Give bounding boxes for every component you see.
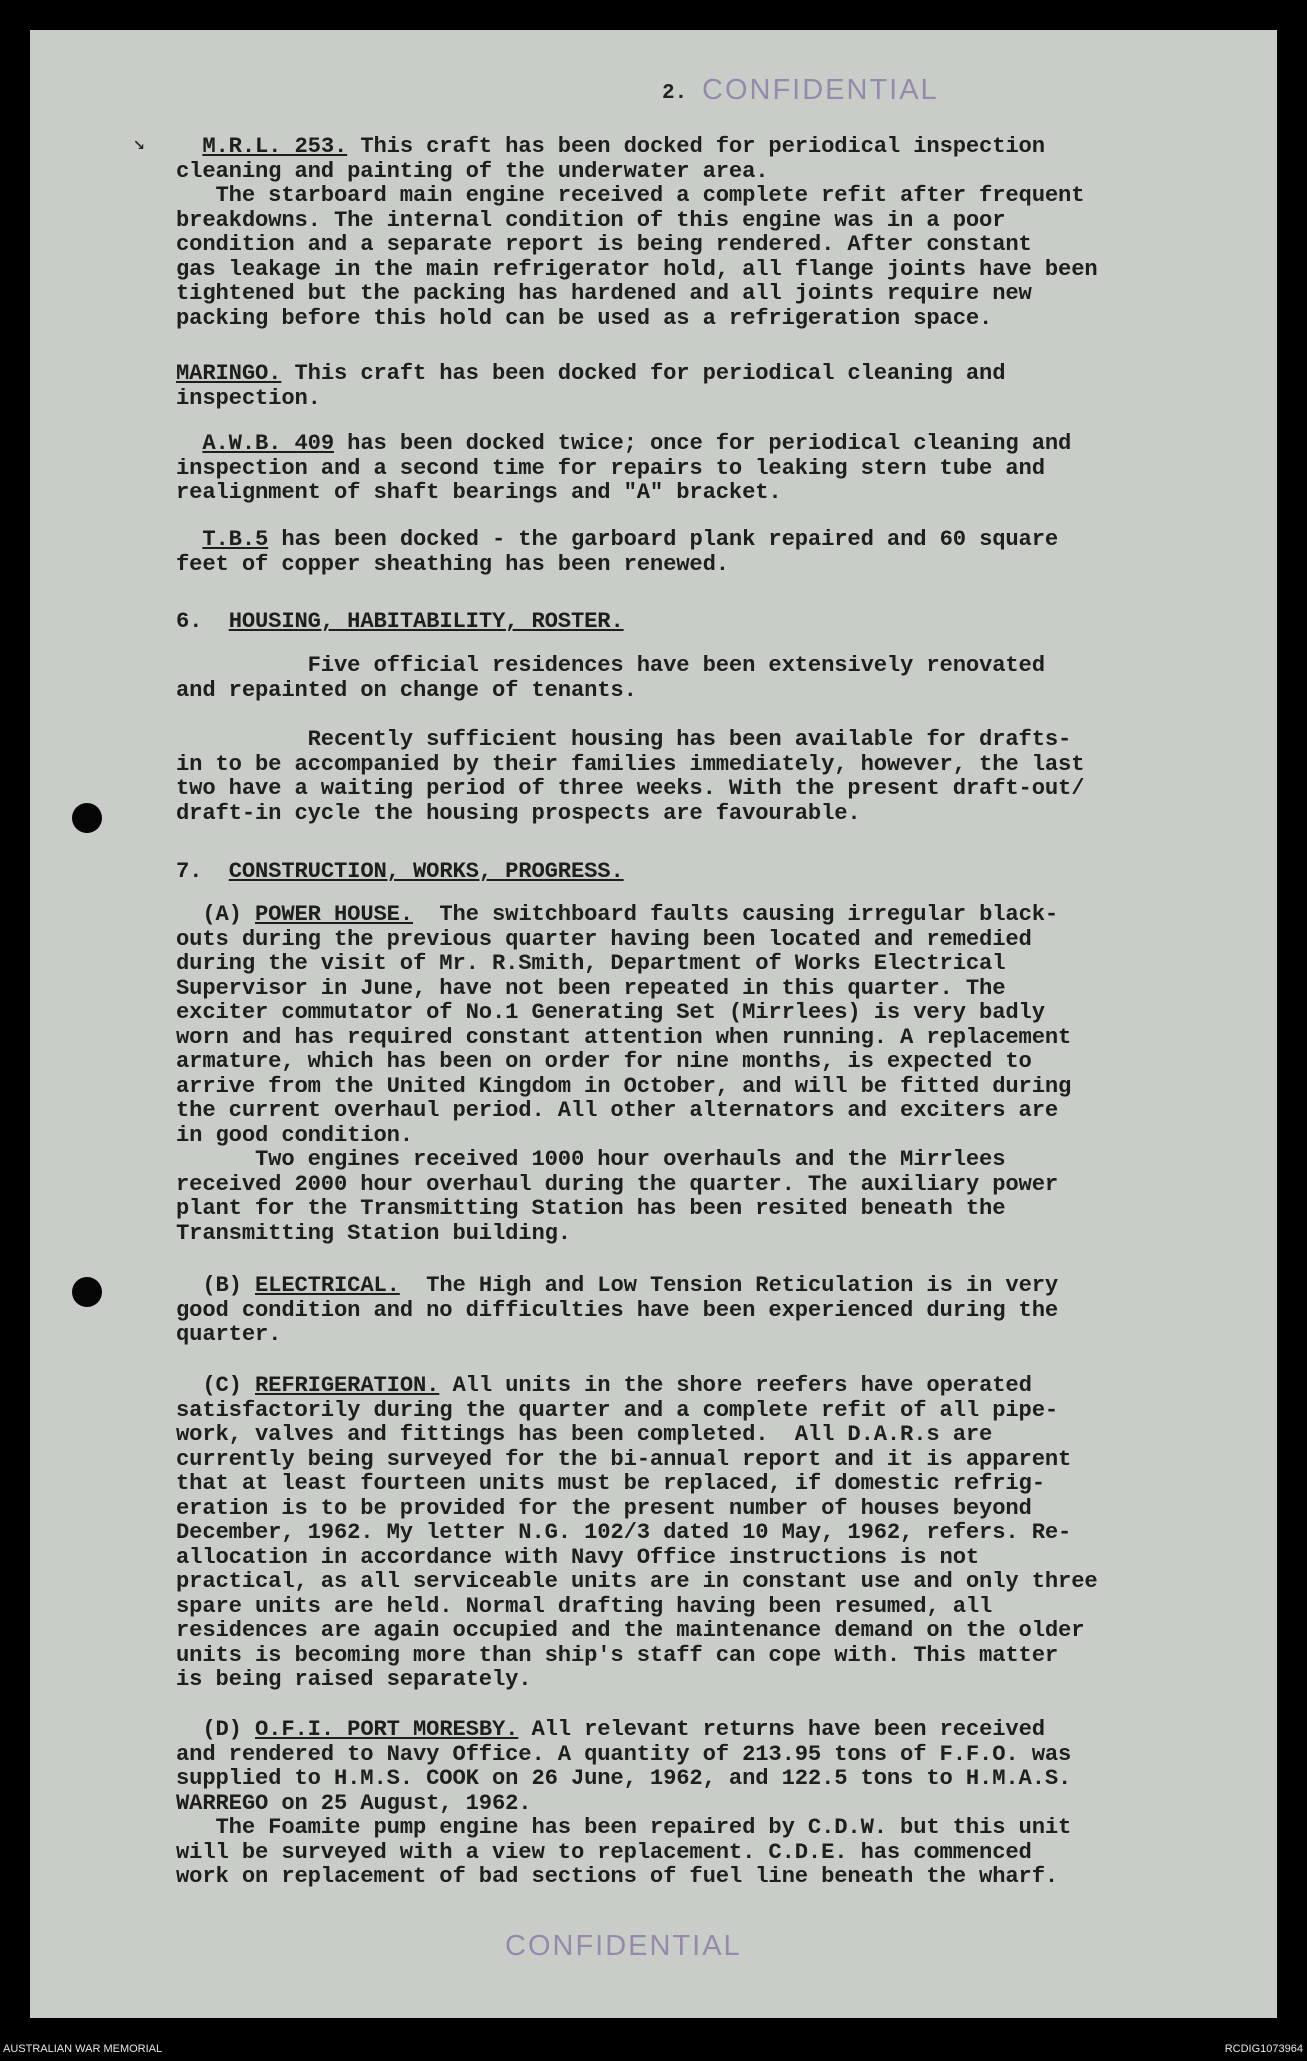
heading-ofi-port-moresby: O.F.I. PORT MORESBY. [255, 1717, 519, 1742]
section-6-paragraph-1: Five official residences have been extensively renovated and repainted on change of tenants. [176, 653, 1045, 703]
section-7-a-power-house: (A) POWER HOUSE. The switchboard faults causing irregular black- outs during the previous quarter having been located and remedied during the visit of Mr. R.Smith, Department of Works Electrical Supervisor in June, have not been repeated in this quarter. The exciter commutator of No.1 Generating Set (Mirrlees) is very badly worn and has required constant attention when running. A replacement armature, which has been on order for nine months, is expected to arrive from the United Kingdom in October, and will be fitted during the current overhaul period. All other alternators and exciters are in good condition. Two engines received 1000 hour overhauls and the Mirrlees received 2000 hour overhaul during the quarter. The auxiliary power plant for the Transmitting Station has been resited beneath the Transmitting Station building. [176, 902, 1072, 1246]
confidential-stamp-top: CONFIDENTIAL [702, 74, 939, 106]
heading-tb-5: T.B.5 [202, 527, 269, 552]
heading-electrical: ELECTRICAL. [255, 1273, 400, 1298]
paragraph-maringo: MARINGO. This craft has been docked for periodical cleaning and inspection. [176, 361, 1006, 411]
section-6-title: HOUSING, HABITABILITY, ROSTER. [228, 609, 624, 634]
paragraph-tb-5: T.B.5 has been docked - the garboard plank repaired and 60 square feet of copper sheathing has been renewed. [176, 527, 1059, 577]
paragraph-mrl-253: M.R.L. 253. This craft has been docked for periodical inspection cleaning and painting of the underwater area. The starboard main engine received a complete refit after frequent breakdowns. The internal condition of this engine was in a poor condition and a separate report is being rendered. After constant gas leakage in the main refrigerator hold, all flange joints have been tightened but the packing has hardened and all joints require new packing before this hold can be used as a refrigeration space. [176, 134, 1098, 331]
punch-hole-upper [72, 803, 102, 833]
section-7-b-electrical: (B) ELECTRICAL. The High and Low Tension Reticulation is in very good condition and no difficulties have been experienced during the quarter. [176, 1273, 1059, 1347]
section-7-c-refrigeration: (C) REFRIGERATION. All units in the shore reefers have operated satisfactorily during the quarter and a complete refit of all pipe- work, valves and fittings has been completed. All D.A.R.s are currently being surveyed for the bi-annual report and it is apparent that at least fourteen units must be replaced, if domestic refrig- eration is to be provided for the present number of houses beyond December, 1962. My letter N.G. 102/3 dated 10 May, 1962, refers. Re- allocation in accordance with Navy Office instructions is not practical, as all serviceable units are in constant use and only three spare units are held. Normal drafting having been resumed, all residences are again occupied and the maintenance demand on the older units is becoming more than ship's staff can cope with. This matter is being raised separately. [176, 1373, 1098, 1692]
section-6-heading: 6. HOUSING, HABITABILITY, ROSTER. [176, 609, 624, 634]
stray-mark: ↘ [133, 133, 146, 156]
section-7-heading: 7. CONSTRUCTION, WORKS, PROGRESS. [176, 859, 624, 884]
heading-awb-409: A.W.B. 409 [202, 431, 334, 456]
page-number: 2. [662, 82, 688, 105]
heading-mrl-253: M.R.L. 253. [202, 134, 348, 159]
footer-right-text: RCDIG1073964 [1224, 2043, 1303, 2055]
heading-refrigeration: REFRIGERATION. [255, 1373, 440, 1398]
heading-power-house: POWER HOUSE. [255, 902, 413, 927]
heading-maringo: MARINGO. [176, 361, 282, 386]
section-6-paragraph-2: Recently sufficient housing has been available for drafts- in to be accompanied by their families immediately, however, the last two have a waiting period of three weeks. With the present draft-out/ draft-in cycle the housing prospects are favourable. [176, 727, 1085, 826]
footer-left-text: AUSTRALIAN WAR MEMORIAL [3, 2043, 163, 2055]
section-7-d-ofi-port-moresby: (D) O.F.I. PORT MORESBY. All relevant returns have been received and rendered to Navy Office. A quantity of 213.95 tons of F.F.O. was supplied to H.M.S. COOK on 26 June, 1962, and 122.5 tons to H.M.A.S. WARREGO on 25 August, 1962. The Foamite pump engine has been repaired by C.D.W. but this unit will be surveyed with a view to replacement. C.D.E. has commenced work on replacement of bad sections of fuel line beneath the wharf. [176, 1717, 1072, 1889]
confidential-stamp-bottom: CONFIDENTIAL [505, 1930, 742, 1962]
section-7-title: CONSTRUCTION, WORKS, PROGRESS. [228, 859, 624, 884]
paragraph-awb-409: A.W.B. 409 has been docked twice; once for periodical cleaning and inspection and a second time for repairs to leaking stern tube and realignment of shaft bearings and "A" bracket. [176, 431, 1072, 505]
document-page [30, 30, 1277, 2018]
archive-footer [0, 2040, 1307, 2061]
punch-hole-lower [72, 1277, 102, 1307]
